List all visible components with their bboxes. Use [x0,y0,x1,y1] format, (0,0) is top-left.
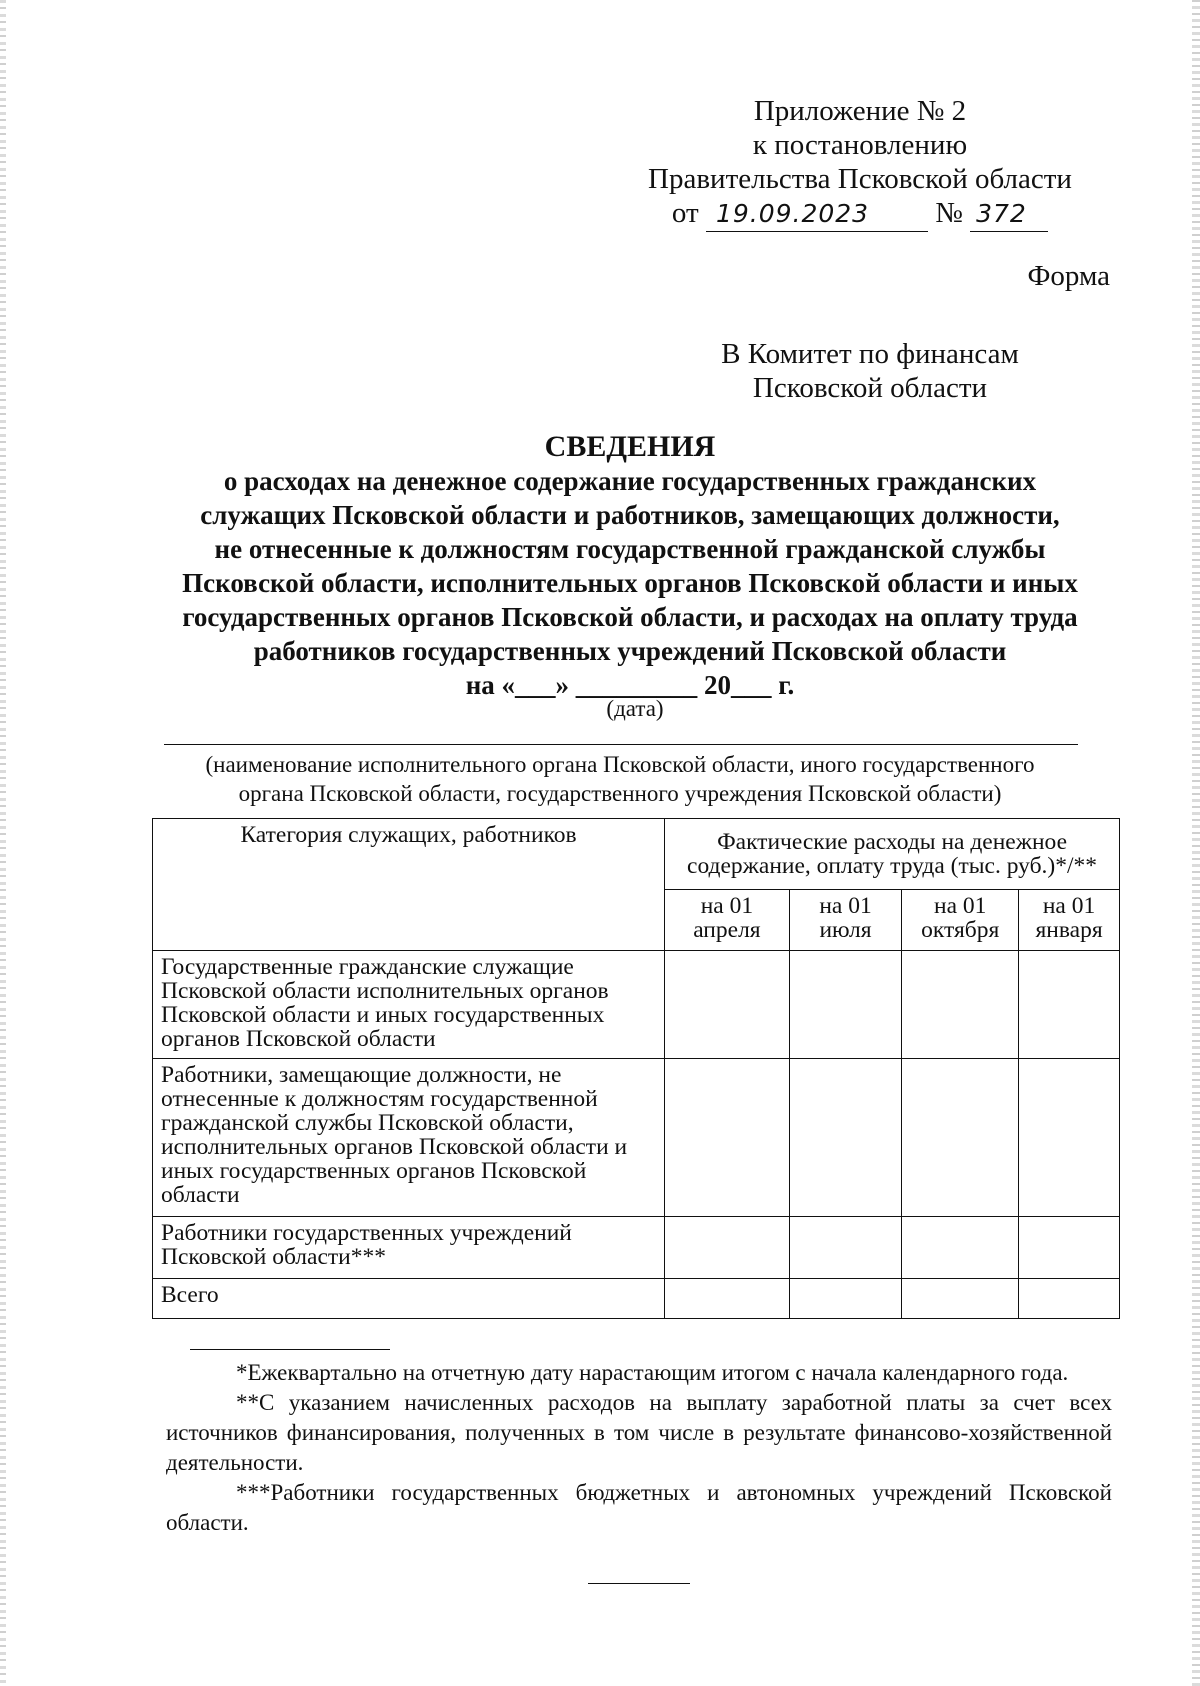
cell-civil-july [789,951,902,1059]
scan-edge-left [0,0,6,1686]
table-row [153,1279,1120,1319]
row-label-total [153,1279,665,1319]
row-label-line: органов Псковской области [161,1026,436,1052]
appendix-title: Приложение № 2 [753,95,967,127]
row-label-line: Работники, замещающие должности, не [161,1062,562,1088]
expenses-table [152,818,1120,1319]
cell-civil-january [1019,951,1120,1059]
appendix-block [640,94,1080,232]
row-label-line: Псковской области и иных государственных [161,1002,605,1028]
org-caption-line-1: (наименование исполнительного органа Псковской области, иного государственного [205,752,1035,777]
period-label: на 01 [819,893,872,919]
appendix-resolution: к постановлению [752,129,968,161]
period-april [665,890,790,951]
expenses-header-line-2: содержание, оплату труда (тыс. руб.)*/** [687,853,1098,879]
category-header: Категория служащих, работников [153,819,665,951]
cell-other-july [789,1059,902,1217]
subtitle-line-5: государственных органов Псковской области, и расходах на оплату труда [182,602,1078,632]
cell-inst-october [902,1217,1019,1279]
row-label-civil-servants [153,951,665,1059]
recipient-line-2: Псковской области [752,372,988,404]
row-label-line: Государственные гражданские служащие [161,954,574,980]
cell-total-july [789,1279,902,1319]
period-label: на 01 [1042,893,1096,919]
period-month: октября [921,917,1000,943]
number-field [970,196,1048,232]
period-label: на 01 [700,893,754,919]
cell-total-april [665,1279,790,1319]
subtitle-line-2: служащих Псковской области и работников, замещающих должности, [200,500,1060,530]
subtitle-line-1: о расходах на денежное содержание государственных гражданских [223,466,1037,496]
table-row [153,1059,1120,1217]
cell-inst-january [1019,1217,1120,1279]
period-month: апреля [693,917,761,943]
end-divider [588,1583,690,1584]
table-row [153,1217,1120,1279]
org-caption-line-2: органа Псковской области, государственного учреждения Псковской области) [238,781,1002,806]
row-label-line: Псковской области*** [161,1244,386,1270]
appendix-date-line [640,196,1080,232]
cell-civil-october [902,951,1019,1059]
row-label-line: гражданской службы Псковской области, [161,1110,574,1136]
subtitle-line-6: работников государственных учреждений Псковской области [253,636,1007,666]
org-caption [150,750,1090,808]
period-october [902,890,1019,951]
row-label-other-workers [153,1059,665,1217]
cell-civil-april [665,951,790,1059]
cell-other-january [1019,1059,1120,1217]
period-month: января [1035,917,1103,943]
expenses-header [665,819,1120,890]
row-label-line: Всего [161,1282,219,1308]
cell-inst-july [789,1217,902,1279]
period-july [789,890,902,951]
appendix-government: Правительства Псковской области [648,163,1072,195]
row-label-line: исполнительных органов Псковской области и [161,1134,628,1160]
form-label: Форма [1027,260,1110,292]
date-prefix: от [671,197,699,229]
row-label-line: отнесенные к должностям государственной [161,1086,598,1112]
expenses-header-line-1: Фактические расходы на денежное [717,829,1067,855]
document-heading [140,430,1120,702]
footnote-divider [190,1349,390,1350]
cell-total-october [902,1279,1019,1319]
period-january [1019,890,1120,951]
recipient-block [700,337,1040,405]
footnotes [166,1358,1112,1538]
footnote-1: *Ежеквартально на отчетную дату нарастающим итогом с начала календарного года. [236,1360,1069,1385]
handwritten-date: 19.09.2023 [715,199,870,228]
cell-inst-april [665,1217,790,1279]
subtitle-line-4: Псковской области, исполнительных органов Псковской области и иных [182,568,1078,598]
report-date-line: на «___» _________ 20___ г. [465,670,795,700]
handwritten-number: 372 [976,199,1027,228]
row-label-line: иных государственных органов Псковской [161,1158,587,1184]
subtitle-line-3: не отнесенные к должностям государственной гражданской службы [214,534,1046,564]
scan-edge-right [1192,0,1200,1686]
footnote-3: ***Работники государственных бюджетных и автономных учреждений Псковской области. [166,1480,1112,1535]
table-row [153,951,1120,1059]
cell-other-october [902,1059,1019,1217]
date-field [706,196,928,232]
cell-other-april [665,1059,790,1217]
date-caption: (дата) [606,696,664,721]
period-label: на 01 [934,893,987,919]
row-label-line: области [161,1182,240,1208]
number-prefix: № [935,197,963,229]
period-month: июля [819,917,872,943]
footnote-2: **С указанием начисленных расходов на выплату заработной платы за счет всех источников финансирования, полученных в том числе в результате финансово-хозяйственной деятельности. [166,1390,1112,1475]
recipient-line-1: В Комитет по финансам [721,338,1019,370]
row-label-line: Псковской области исполнительных органов [161,978,609,1004]
row-label-institutions [153,1217,665,1279]
org-name-line [164,744,1078,745]
row-label-line: Работники государственных учреждений [161,1220,572,1246]
cell-total-january [1019,1279,1120,1319]
table-header-row [153,819,1120,890]
document-title: СВЕДЕНИЯ [544,430,716,463]
